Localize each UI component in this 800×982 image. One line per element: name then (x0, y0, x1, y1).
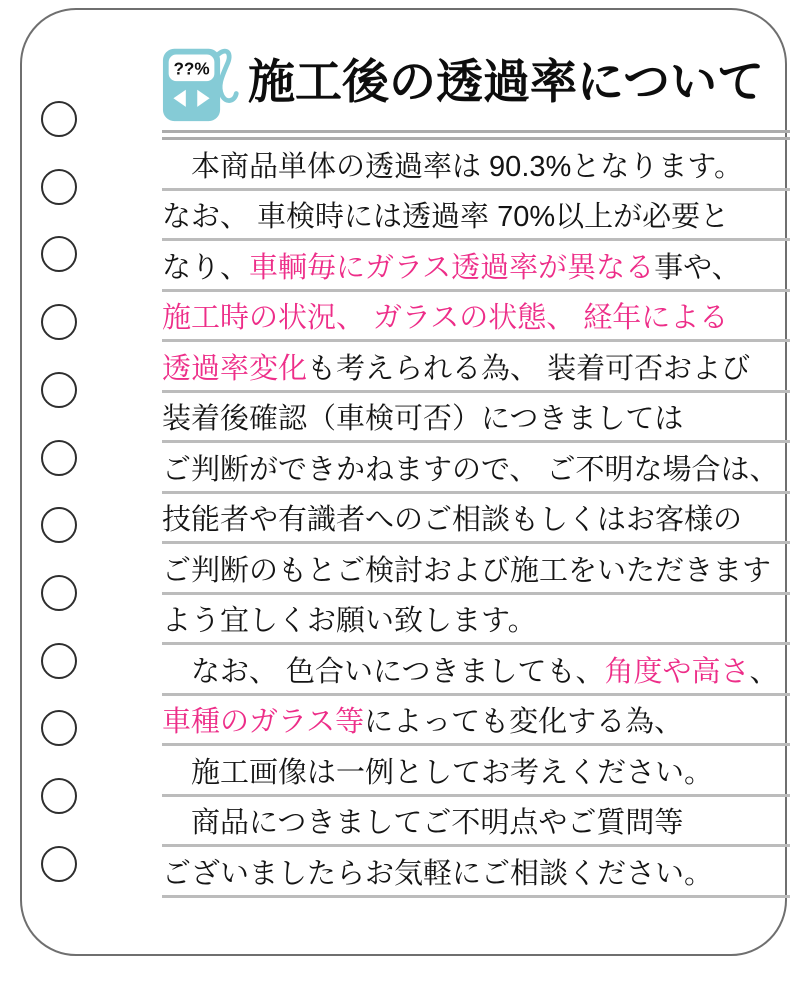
text-segment: も考えられる為、 装着可否および (307, 352, 751, 385)
text-segment: 透過率変化 (162, 352, 308, 385)
text-segment: 商品につきましてご不明点やご質問等 (162, 807, 684, 839)
text-line (162, 191, 790, 242)
binder-hole (41, 507, 77, 543)
text-line (162, 393, 790, 444)
text-segment: 施工画像は一例としてお考えください。 (162, 756, 714, 789)
text-line (162, 797, 790, 848)
text-line (162, 847, 790, 898)
meter-display-value: ??% (173, 58, 210, 79)
title-divider (162, 130, 790, 140)
page-title: 施工後の透過率について (248, 55, 765, 108)
text-line (162, 746, 790, 797)
binder-hole (41, 846, 77, 882)
binder-hole (41, 778, 77, 814)
text-segment: ございましたらお気軽にご相談ください。 (162, 857, 714, 890)
text-segment: 、 (749, 655, 779, 688)
text-segment: 技能者や有識者へのご相談もしくはお客様の (162, 504, 743, 536)
text-segment: よう宜しくお願い致します。 (162, 605, 537, 637)
text-line (162, 544, 790, 595)
text-line (162, 292, 790, 343)
text-segment: なり、 (162, 251, 250, 284)
text-line (162, 696, 790, 747)
title-row (162, 44, 790, 122)
text-line (162, 140, 790, 191)
text-segment: 角度や高さ (604, 655, 750, 688)
text-line (162, 645, 790, 696)
text-segment: ご判断のもとご検討および施工をいただきます (162, 554, 772, 587)
text-segment: なお、 色合いにつきましても、 (162, 655, 605, 688)
text-segment: 車種のガラス等 (162, 706, 365, 738)
text-line (162, 443, 790, 494)
text-segment: によっても変化する為、 (364, 706, 684, 738)
text-line (162, 342, 790, 393)
binder-hole (41, 169, 77, 205)
text-line (162, 595, 790, 646)
binder-hole (41, 575, 77, 611)
text-segment: ご判断ができかねますので、 ご不明な場合は、 (162, 453, 779, 486)
binder-hole (41, 304, 77, 340)
content-area (162, 44, 790, 898)
text-line (162, 494, 790, 545)
text-segment: 事や、 (654, 251, 741, 284)
binder-hole (41, 643, 77, 679)
binder-hole (41, 101, 77, 137)
text-segment: 本商品単体の透過率は 90.3%となります。 (162, 150, 743, 183)
text-segment: 車輌毎にガラス透過率が異なる (249, 251, 655, 284)
binder-hole (41, 440, 77, 476)
text-segment: 装着後確認（車検可否）につきましては (162, 403, 684, 435)
text-segment: なお、 車検時には透過率 70%以上が必要と (162, 201, 730, 233)
text-segment: 施工時の状況、 ガラスの状態、 経年による (162, 302, 729, 334)
text-line (162, 241, 790, 292)
transmittance-meter-icon (162, 44, 242, 124)
binder-hole (41, 372, 77, 408)
body-text (162, 140, 790, 898)
